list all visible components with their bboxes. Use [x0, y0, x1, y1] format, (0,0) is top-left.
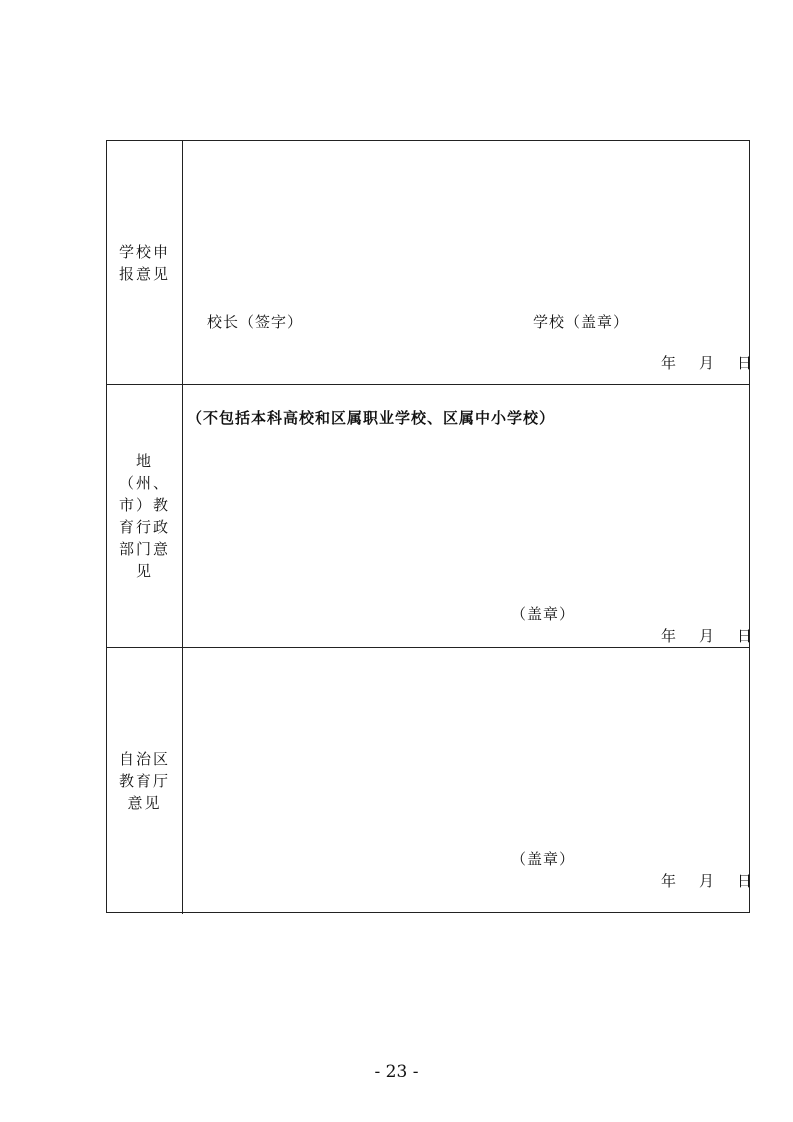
region-opinion-label: 自治区教育厅意见 [118, 750, 170, 812]
prefecture-opinion-content[interactable] [183, 385, 754, 647]
school-seal-label: 学校（盖章） [533, 313, 630, 331]
school-opinion-row [107, 141, 754, 385]
date-year: 年 [661, 354, 678, 372]
opinion-form-table [106, 140, 754, 913]
prefecture-opinion-row [107, 385, 754, 648]
date-day: 日 [737, 872, 754, 890]
exclusion-note: （不包括本科高校和区属职业学校、区属中小学校） [187, 409, 556, 427]
region-opinion-row [107, 648, 754, 914]
date-month: 月 [699, 872, 716, 890]
prefecture-opinion-label: 地（州、市）教育行政部门意见 [118, 452, 170, 580]
region-seal-label: （盖章） [511, 850, 576, 868]
principal-signature-label: 校长（签字） [207, 313, 304, 331]
region-opinion-label-cell [107, 648, 183, 914]
school-opinion-label-cell [107, 141, 183, 384]
page-number: - 23 - [374, 1062, 419, 1082]
date-year: 年 [661, 627, 678, 645]
school-opinion-label: 学校申报意见 [118, 242, 170, 283]
date-day: 日 [737, 627, 754, 645]
region-opinion-content[interactable] [183, 648, 754, 914]
prefecture-seal-label: （盖章） [511, 605, 576, 623]
prefecture-opinion-date [661, 625, 775, 646]
region-opinion-date [661, 870, 775, 891]
school-opinion-content[interactable] [183, 141, 754, 384]
date-year: 年 [661, 872, 678, 890]
date-day: 日 [737, 354, 754, 372]
date-month: 月 [699, 354, 716, 372]
date-month: 月 [699, 627, 716, 645]
school-opinion-date [661, 352, 775, 373]
prefecture-opinion-label-cell [107, 385, 183, 647]
